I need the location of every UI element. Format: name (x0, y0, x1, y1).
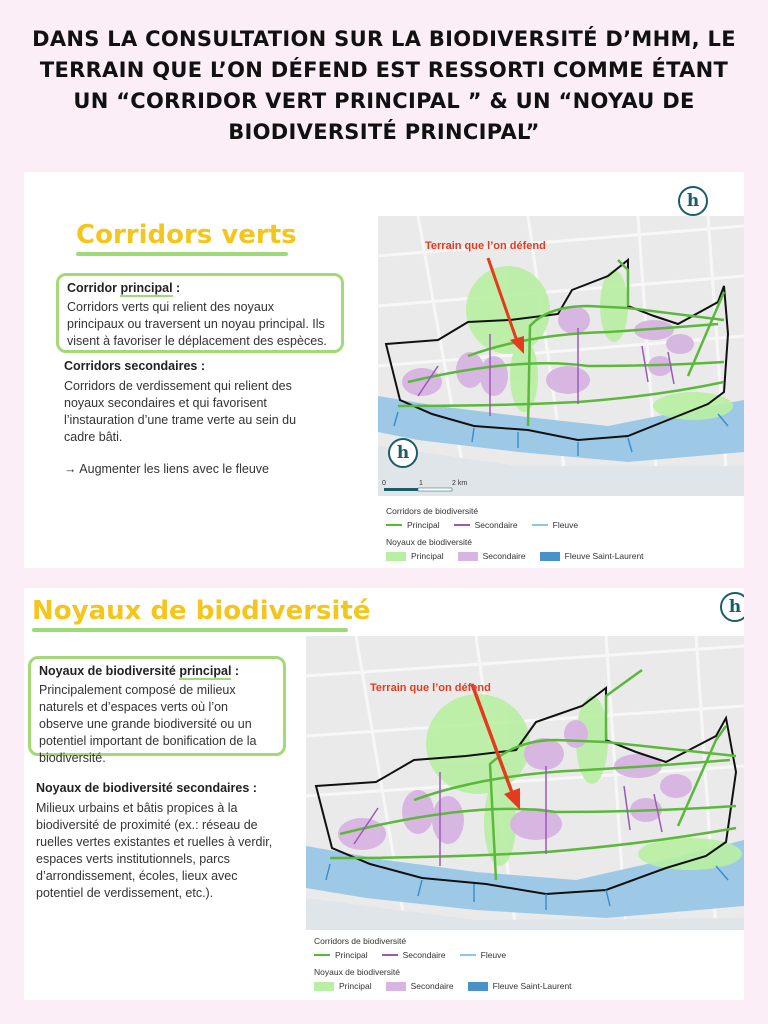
map-logo-icon: h (388, 438, 418, 468)
corridor-principal-heading: Corridor principal : (67, 281, 181, 295)
legend-fleuve-saint-laurent: Fleuve Saint-Laurent (564, 551, 644, 561)
corridors-slide (24, 172, 744, 568)
legend-noyau-principal: Principal (411, 551, 444, 561)
noyaux-secondaires (36, 780, 286, 902)
legend-fleuve: Fleuve (552, 520, 579, 530)
noyaux-secondaires-heading: Noyaux de biodiversité secondaires : (36, 781, 257, 795)
noyau-principal-heading: Noyaux de biodiversité principal : (39, 664, 240, 678)
legend-corridors-title: Corridors de biodiversité (386, 506, 479, 516)
terrain-callout: Terrain que l’on défend (425, 240, 546, 252)
corridors-title: Corridors verts (76, 220, 297, 250)
legend-principal: Principal (407, 520, 440, 530)
corridors-secondaires (64, 358, 326, 446)
logo-icon: h (720, 592, 744, 622)
noyau-principal-text: Principalement composé de milieux naturels et d’espaces verts où l’on observe une grande biodiversité ou un potentiel important de bonification de la biodiversité. (39, 683, 257, 765)
legend-noyaux-title: Noyaux de biodiversité (314, 967, 400, 977)
noyaux-map (306, 636, 744, 930)
legend-fleuve: Fleuve (480, 950, 507, 960)
title-underline (76, 252, 288, 256)
river-links-note: → Augmenter les liens avec le fleuve (64, 462, 269, 476)
corridor-principal-box (56, 273, 344, 353)
legend-secondaire: Secondaire (474, 520, 518, 530)
headline: DANS LA CONSULTATION SUR LA BIODIVERSITÉ D’MHM, LE TERRAIN QUE L’ON DÉFEND EST RESSORTI COMME ÉTANT UN “CORRIDOR VERT PRINCIPAL ” & UN “NOYAU DE BIODIVERSITÉ PRINCIPAL” (32, 27, 736, 144)
corridors-legend (386, 506, 658, 568)
corridor-principal-text: Corridors verts qui relient des noyaux principaux ou traversent un noyau principal. Ils visent à favoriser le déplacement des espèces. (67, 300, 327, 348)
logo-icon: h (678, 186, 708, 216)
corridors-map (378, 216, 744, 496)
legend-noyau-secondaire: Secondaire (410, 981, 454, 991)
legend-noyaux-title: Noyaux de biodiversité (386, 537, 472, 547)
legend-noyau-secondaire: Secondaire (482, 551, 526, 561)
legend-corridors-title: Corridors de biodiversité (314, 936, 407, 946)
noyau-principal-box (28, 656, 286, 765)
scale-two: 2 km (452, 480, 468, 487)
noyaux-title: Noyaux de biodiversité (32, 596, 371, 626)
noyaux-secondaires-text: Milieux urbains et bâtis propices à la biodiversité de proximité (ex.: réseau de ruelles vertes existantes et ruelles à verdir, espaces verts institutionnels, parcs d’arrondissement, écoles, lieux avec potentiel de verdissement, etc.). (36, 801, 273, 900)
noyaux-slide (24, 588, 744, 1000)
title-underline (32, 628, 348, 632)
legend-noyau-principal: Principal (339, 981, 372, 991)
noyaux-legend (314, 936, 586, 998)
terrain-callout: Terrain que l’on défend (370, 682, 491, 694)
legend-principal: Principal (335, 950, 368, 960)
corridors-secondaires-heading: Corridors secondaires : (64, 359, 206, 373)
corridors-secondaires-text: Corridors de verdissement qui relient des noyaux secondaires et qui favorisent l’instauration d’une trame verte au sein du cadre bâti. (64, 379, 297, 444)
scale-one: 1 (419, 480, 423, 487)
legend-fleuve-saint-laurent: Fleuve Saint-Laurent (492, 981, 572, 991)
legend-secondaire: Secondaire (402, 950, 446, 960)
scale-zero: 0 (382, 480, 386, 487)
